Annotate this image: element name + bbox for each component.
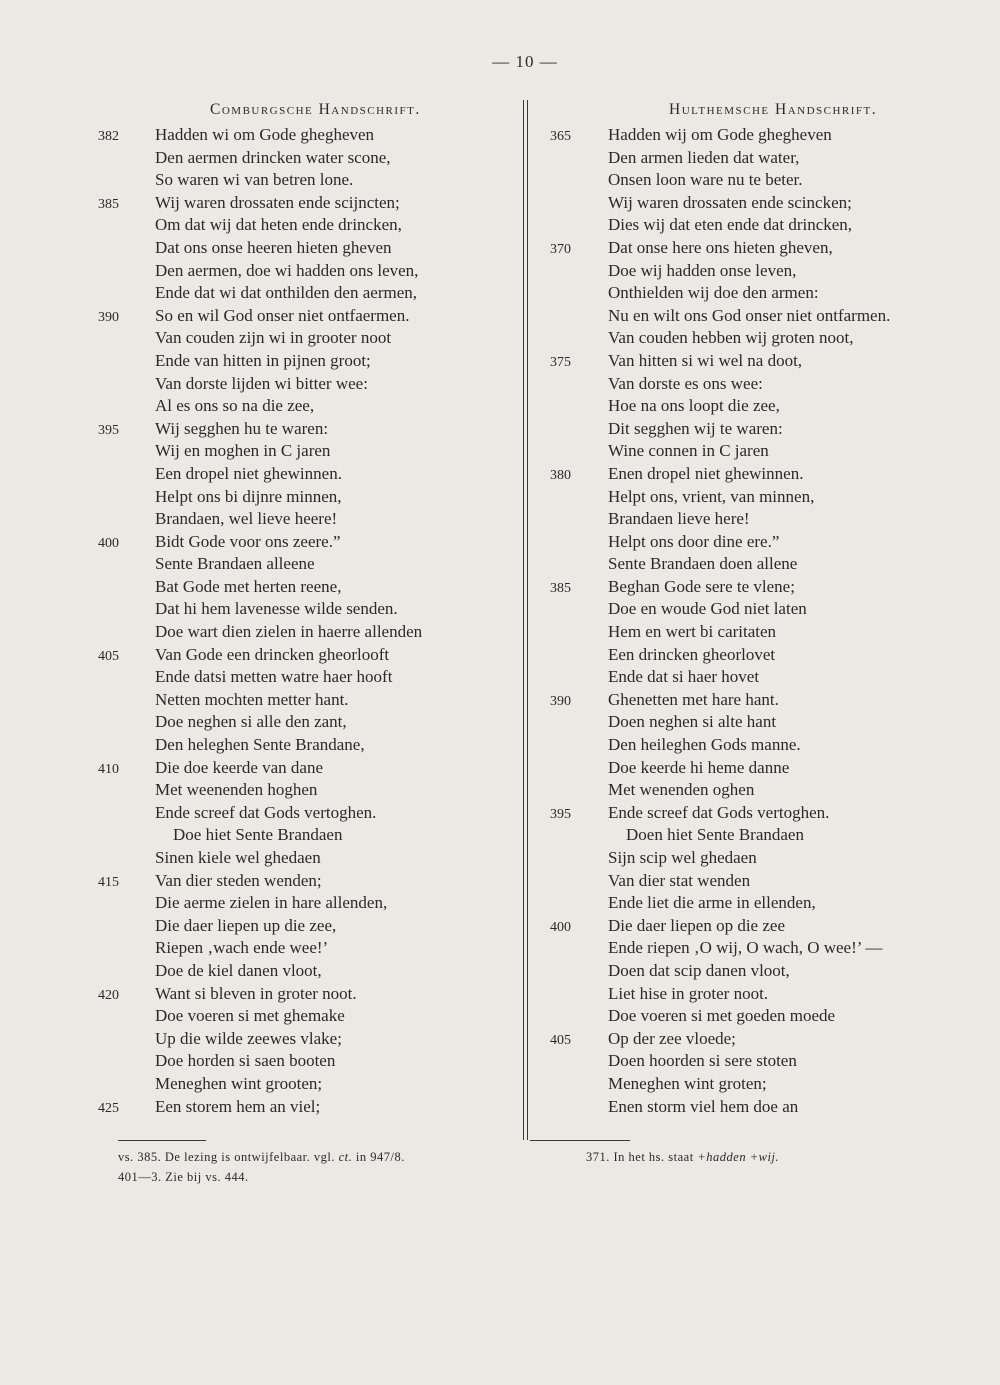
verse-line <box>98 666 518 689</box>
verse-line <box>550 689 980 712</box>
verse-text: Doe hiet Sente Brandaen <box>173 825 343 845</box>
verse-text: Doe en woude God niet laten <box>608 599 807 619</box>
verse-line <box>98 147 518 170</box>
verse-line <box>550 486 980 509</box>
verse-text: Helpt ons door dine ere.” <box>608 531 780 551</box>
verse-text: Wij segghen hu te waren: <box>155 418 329 438</box>
verse-line <box>550 1028 980 1051</box>
verse-line <box>550 124 980 147</box>
verse-text: Dit segghen wij te waren: <box>608 418 783 438</box>
line-number: 390 <box>98 309 119 325</box>
verse-text: Ende dat si haer hovet <box>608 667 760 687</box>
verse-line <box>550 576 980 599</box>
verse-text: Van Gode een drincken gheorlooft <box>155 644 390 664</box>
verse-text: So en wil God onser niet ontfaermen. <box>155 305 410 325</box>
left-footnotes <box>118 1147 518 1187</box>
verse-text: Doe de kiel danen vloot, <box>155 960 322 980</box>
footnote-rule <box>530 1140 630 1141</box>
verse-text: Den aermen, doe wi hadden ons leven, <box>155 260 419 280</box>
line-number: 410 <box>98 761 119 777</box>
verse-line <box>98 621 518 644</box>
verse-line <box>550 1005 980 1028</box>
verse-text: Bat Gode met herten reene, <box>155 576 342 596</box>
verse-text: Doe wart dien zielen in haerre allenden <box>155 622 423 642</box>
verse-line <box>98 1073 518 1096</box>
verse-line <box>550 508 980 531</box>
page-number: — 10 — <box>492 52 558 71</box>
verse-line <box>98 260 518 283</box>
verse-line <box>550 937 980 960</box>
line-number: 405 <box>550 1032 571 1048</box>
verse-line <box>98 576 518 599</box>
line-number: 365 <box>550 129 571 144</box>
verse-line <box>98 214 518 237</box>
verse-line <box>550 237 980 260</box>
verse-text: Op der zee vloede; <box>608 1028 736 1048</box>
right-column-header: Hulthemsche Handschrift. <box>669 101 878 118</box>
verse-line <box>550 757 980 780</box>
verse-text: Met wenenden oghen <box>608 780 755 800</box>
verse-text: Dat hi hem lavenesse wilde senden. <box>155 599 398 619</box>
verse-text: Sijn scip wel ghedaen <box>608 848 757 867</box>
verse-line <box>550 553 980 576</box>
verse-line <box>98 892 518 915</box>
verse-line <box>550 1096 980 1119</box>
verse-text: Bidt Gode voor ons zeere.” <box>155 531 341 551</box>
footnote-rule <box>118 1140 206 1141</box>
verse-text: Die doe keerde van dane <box>155 757 324 777</box>
line-number: 382 <box>98 129 119 144</box>
footnote <box>118 1167 518 1187</box>
verse-line <box>98 757 518 780</box>
verse-text: Ende van hitten in pijnen groot; <box>155 350 371 370</box>
verse-line <box>98 779 518 802</box>
line-number: 425 <box>98 1100 119 1116</box>
verse-text: Doe neghen si alle den zant, <box>155 712 347 732</box>
verse-line <box>550 915 980 938</box>
verse-text: So waren wi van betren lone. <box>155 170 354 190</box>
verse-text: Wij en moghen in C jaren <box>155 441 331 461</box>
footnote-text: 401—3. Zie bij vs. 444. <box>118 1170 249 1184</box>
verse-text: Een dropel niet ghewinnen. <box>155 463 342 483</box>
verse-text: Helpt ons bi dijnre minnen, <box>155 486 342 506</box>
verse-line <box>550 644 980 667</box>
verse-line <box>550 395 980 418</box>
verse-text: Up die wilde zeewes vlake; <box>155 1028 342 1048</box>
column-divider <box>527 100 528 1140</box>
verse-line <box>98 463 518 486</box>
verse-line <box>550 734 980 757</box>
verse-line <box>550 621 980 644</box>
verse-text: Sente Brandaen doen allene <box>608 554 798 574</box>
line-number: 385 <box>98 196 119 212</box>
verse-text: Dat ons onse heeren hieten gheven <box>155 237 392 257</box>
line-number: 400 <box>98 535 119 551</box>
line-number: 375 <box>550 354 571 370</box>
verse-line <box>550 327 980 350</box>
verse-text: Enen storm viel hem doe an <box>608 1096 799 1116</box>
verse-line <box>550 1073 980 1096</box>
verse-line <box>98 486 518 509</box>
verse-line <box>98 395 518 418</box>
verse-line <box>98 644 518 667</box>
verse-text: Van dier stat wenden <box>608 870 751 890</box>
verse-text: Al es ons so na die zee, <box>155 396 315 416</box>
verse-line <box>98 802 518 825</box>
verse-line <box>550 305 980 328</box>
verse-text: Dies wij dat eten ende dat drincken, <box>608 215 853 235</box>
line-number: 395 <box>98 422 119 438</box>
verse-text: Ende screef dat Gods vertoghen. <box>155 802 377 822</box>
verse-line <box>98 169 518 192</box>
footnote-text: vs. 385. De lezing is ontwijfelbaar. vgl. <box>118 1150 339 1164</box>
line-number: 390 <box>550 693 571 709</box>
verse-text: Brandaen lieve here! <box>608 509 750 529</box>
left-verse-lines <box>98 124 518 1118</box>
footnote-text: in 947/8. <box>352 1150 405 1164</box>
verse-text: Sente Brandaen alleene <box>155 554 315 574</box>
column-divider <box>523 100 524 1140</box>
verse-text: Ende screef dat Gods vertoghen. <box>608 802 830 822</box>
verse-text: Van dorste es ons wee: <box>608 373 763 393</box>
verse-text: Sinen kiele wel ghedaen <box>155 848 321 867</box>
verse-line <box>98 350 518 373</box>
verse-text: Liet hise in groter noot. <box>608 983 769 1003</box>
verse-line <box>550 373 980 396</box>
verse-text: Enen dropel niet ghewinnen. <box>608 463 804 483</box>
verse-line <box>98 237 518 260</box>
verse-text: Brandaen, wel lieve heere! <box>155 509 338 529</box>
verse-text: Den aermen drincken water scone, <box>155 147 391 167</box>
verse-text: Doen neghen si alte hant <box>608 712 777 732</box>
footnote-text: 371. In het hs. staat <box>586 1150 698 1164</box>
verse-line <box>98 1028 518 1051</box>
verse-text: Van couden hebben wij groten noot, <box>608 328 854 348</box>
line-number: 380 <box>550 467 571 483</box>
line-number: 400 <box>550 919 571 935</box>
line-number: 395 <box>550 806 571 822</box>
verse-text: Doe keerde hi heme danne <box>608 757 790 777</box>
verse-line <box>98 937 518 960</box>
verse-line <box>98 418 518 441</box>
verse-text: Doen hoorden si sere stoten <box>608 1051 797 1071</box>
verse-text: Doe horden si saen booten <box>155 1051 336 1071</box>
verse-line <box>98 373 518 396</box>
footnote <box>586 1147 966 1167</box>
verse-text: Een drincken gheorlovet <box>608 644 776 664</box>
verse-text: Den armen lieden dat water, <box>608 147 800 167</box>
verse-text: Meneghen wint grooten; <box>155 1073 323 1093</box>
verse-text: Die daer liepen op die zee <box>608 915 785 935</box>
verse-text: Wine connen in C jaren <box>608 441 769 461</box>
footnote-text: ct. <box>338 1150 353 1164</box>
verse-text: Doe wij hadden onse leven, <box>608 260 797 280</box>
verse-text: Onsen loon ware nu te beter. <box>608 170 803 190</box>
verse-line <box>550 666 980 689</box>
verse-line <box>98 824 518 847</box>
verse-line <box>550 463 980 486</box>
verse-line <box>98 508 518 531</box>
verse-text: Met weenenden hoghen <box>155 780 318 800</box>
verse-line <box>98 327 518 350</box>
verse-line <box>550 892 980 915</box>
verse-line <box>98 1005 518 1028</box>
line-number: 415 <box>98 874 119 890</box>
verse-line <box>98 192 518 215</box>
verse-line <box>550 192 980 215</box>
verse-text: Doe voeren si met goeden moede <box>608 1006 836 1026</box>
verse-line <box>550 847 980 870</box>
verse-line <box>550 440 980 463</box>
verse-text: Van dier steden wenden; <box>155 870 322 890</box>
verse-line <box>550 350 980 373</box>
verse-line <box>550 260 980 283</box>
verse-text: Die aerme zielen in hare allenden, <box>155 893 388 913</box>
verse-text: Hoe na ons loopt die zee, <box>608 396 780 416</box>
verse-text: Doen dat scip danen vloot, <box>608 960 790 980</box>
verse-line <box>98 1050 518 1073</box>
verse-line <box>98 870 518 893</box>
verse-line <box>550 824 980 847</box>
line-number: 385 <box>550 580 571 596</box>
verse-line <box>550 960 980 983</box>
verse-line <box>550 531 980 554</box>
right-footnotes <box>586 1147 966 1167</box>
verse-line <box>98 915 518 938</box>
verse-text: Netten mochten metter hant. <box>155 689 349 709</box>
verse-text: Ende dat wi dat onthilden den aermen, <box>155 283 417 303</box>
verse-text: Doe voeren si met ghemake <box>155 1006 345 1026</box>
verse-text: Den heileghen Gods manne. <box>608 735 801 755</box>
verse-line <box>98 1096 518 1119</box>
verse-line <box>550 214 980 237</box>
left-column-header: Comburgsche Handschrift. <box>210 101 421 118</box>
verse-text: Meneghen wint groten; <box>608 1073 767 1093</box>
verse-line <box>98 689 518 712</box>
verse-text: Ende liet die arme in ellenden, <box>608 893 816 913</box>
left-column <box>98 96 518 1118</box>
verse-line <box>98 553 518 576</box>
line-number: 370 <box>550 241 571 257</box>
right-column <box>550 96 980 1118</box>
verse-line <box>98 305 518 328</box>
verse-text: Die daer liepen up die zee, <box>155 915 337 935</box>
verse-text: Want si bleven in groter noot. <box>155 983 357 1003</box>
line-number: 405 <box>98 648 119 664</box>
verse-line <box>98 531 518 554</box>
verse-text: Beghan Gode sere te vlene; <box>608 576 795 596</box>
verse-line <box>98 440 518 463</box>
verse-text: Den heleghen Sente Brandane, <box>155 735 365 755</box>
verse-text: Nu en wilt ons God onser niet ontfarmen. <box>608 305 891 325</box>
verse-text: Van couden zijn wi in grooter noot <box>155 328 392 348</box>
verse-line <box>98 282 518 305</box>
verse-line <box>98 847 518 870</box>
verse-text: Dat onse here ons hieten gheven, <box>608 237 833 257</box>
verse-line <box>550 282 980 305</box>
line-number: 420 <box>98 987 119 1003</box>
verse-line <box>550 418 980 441</box>
verse-line <box>550 169 980 192</box>
verse-text: Om dat wij dat heten ende drincken, <box>155 215 402 235</box>
footnote-text: +hadden +wij. <box>697 1150 780 1164</box>
verse-text: Doen hiet Sente Brandaen <box>626 825 804 845</box>
verse-line <box>98 734 518 757</box>
verse-line <box>550 147 980 170</box>
right-verse-lines <box>550 124 980 1118</box>
verse-text: Onthielden wij doe den armen: <box>608 283 819 303</box>
verse-line <box>98 124 518 147</box>
verse-line <box>550 983 980 1006</box>
verse-text: Hadden wi om Gode ghegheven <box>155 125 375 144</box>
footnote <box>118 1147 518 1167</box>
verse-text: Hadden wij om Gode ghegheven <box>608 125 832 144</box>
verse-text: Van dorste lijden wi bitter wee: <box>155 373 368 393</box>
verse-text: Wij waren drossaten ende scincken; <box>608 192 852 212</box>
verse-text: Een storem hem an viel; <box>155 1096 321 1116</box>
verse-line <box>98 711 518 734</box>
verse-text: Ende datsi metten watre haer hooft <box>155 667 393 687</box>
verse-line <box>550 802 980 825</box>
verse-line <box>550 779 980 802</box>
verse-text: Helpt ons, vrient, van minnen, <box>608 486 815 506</box>
verse-text: Van hitten si wi wel na doot, <box>608 350 803 370</box>
verse-text: Riepen ‚wach ende wee!’ <box>155 938 329 958</box>
verse-line <box>550 1050 980 1073</box>
verse-text: Ghenetten met hare hant. <box>608 689 779 709</box>
verse-line <box>550 870 980 893</box>
verse-text: Ende riepen ‚O wij, O wach, O wee!’ — <box>608 938 883 958</box>
verse-line <box>550 711 980 734</box>
verse-line <box>550 598 980 621</box>
verse-line <box>98 960 518 983</box>
verse-text: Wij waren drossaten ende scijncten; <box>155 192 400 212</box>
verse-line <box>98 598 518 621</box>
verse-line <box>98 983 518 1006</box>
verse-text: Hem en wert bi caritaten <box>608 622 777 642</box>
